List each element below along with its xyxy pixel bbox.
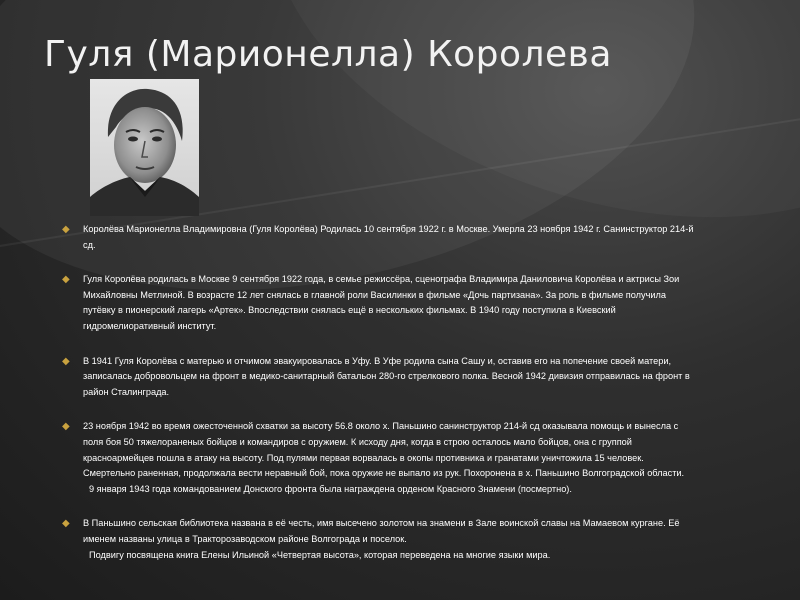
list-item [62, 272, 694, 334]
slide-title: Гуля (Марионелла) Королева [44, 34, 612, 75]
bullet-diamond-icon: ◆ [62, 224, 70, 235]
paragraph-text: Гуля Королёва родилась в Москве 9 сентября 1922 года, в семье режиссёра, сценографа Владимира Даниловича Королёва и актрисы Зои Михайловны Метлиной. В возрасте 12 лет снялась в главной роли Василинки в фильме «Дочь партизана». За роль в фильме получила путёвку в пионерский лагерь «Артек». Впоследствии снялась ещё в нескольких фильмах. В 1940 году поступила в Киевский гидромелиоративный институт. [83, 274, 680, 331]
paragraph-text: Королёва Марионелла Владимировна (Гуля Королёва) Родилась 10 сентября 1922 г. в Москве. Умерла 23 ноября 1942 г. Санинструктор 214-й сд. [83, 224, 694, 250]
list-item [62, 222, 694, 253]
paragraph-text: В Паньшино сельская библиотека названа в её честь, имя высечено золотом на знамени в Зале воинской славы на Мамаевом кургане. Её именем названы улица в Тракторозаводском районе Волгограда и поселок. [83, 518, 680, 544]
paragraph-text: В 1941 Гуля Королёва с матерью и отчимом эвакуировалась в Уфу. В Уфе родила сына Сашу и, оставив его на попечение своей матери, записалась добровольцем на фронт в медико-санитарный батальон 280-го стрелкового полка. Весной 1942 дивизия отправилась на фронт в район Сталинграда. [83, 355, 690, 397]
paragraph-extra-line: Подвигу посвящена книга Елены Ильиной «Четвертая высота», которая переведена на многие языки мира. [89, 549, 551, 560]
bullet-diamond-icon: ◆ [62, 421, 70, 433]
list-item [62, 354, 694, 401]
list-item [62, 516, 694, 563]
bullet-diamond-icon: ◆ [62, 355, 70, 367]
content-list [62, 222, 694, 582]
portrait-photo [90, 79, 199, 216]
bullet-diamond-icon: ◆ [62, 274, 70, 286]
paragraph-extra-line: 9 января 1943 года командованием Донского фронта была награждена орденом Красного Знамени (посмертно). [89, 483, 572, 494]
paragraph-text: 23 ноября 1942 во время ожесточенной схватки за высоту 56.8 около х. Паньшино санинструктор 214-й сд оказывала помощь и вынесла с поля боя 50 тяжелораненых бойцов и командиров с оружием. К исходу дня, когда в строю осталось мало бойцов, она с группой красноармейцев пошла в атаку на высоту. Под пулями первая ворвалась в окопы противника и гранатами уничтожила 15 человек. Смертельно раненная, продолжала вести неравный бой, пока оружие не выпало из рук. Похоронена в х. Паньшино Волгоградской области. [83, 421, 685, 479]
bullet-diamond-icon: ◆ [62, 518, 70, 530]
list-item [62, 419, 694, 497]
